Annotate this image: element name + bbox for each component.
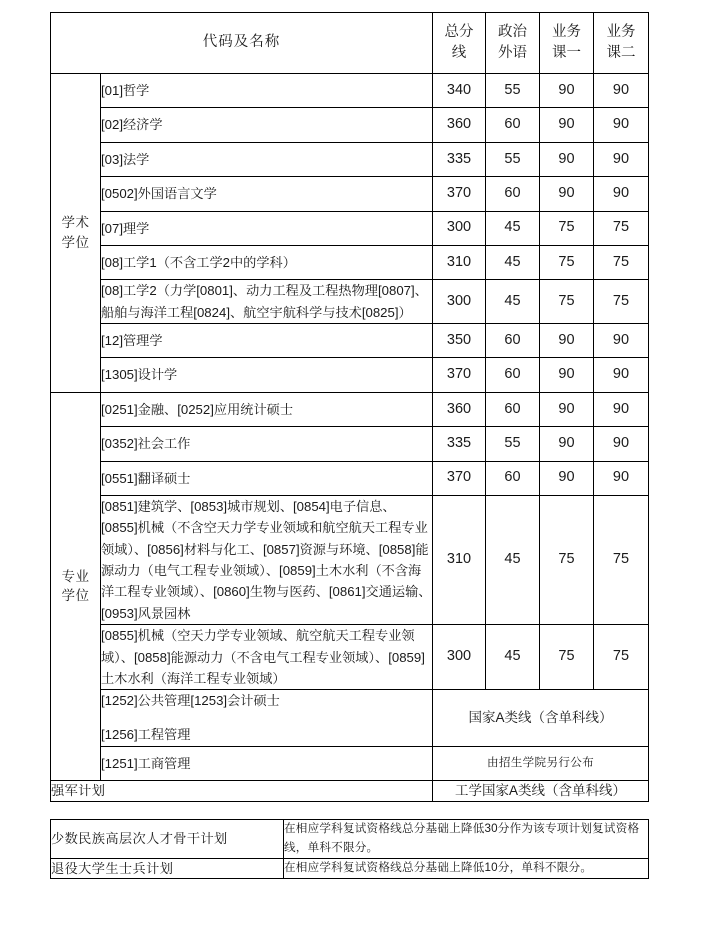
table-row: [51, 746, 649, 780]
discipline-name: [0352]社会工作: [101, 427, 433, 461]
table-row: [51, 280, 649, 324]
course-one-score: 75: [540, 495, 594, 624]
total-score: 335: [433, 142, 486, 176]
table-row: [51, 245, 649, 279]
discipline-name: [12]管理学: [101, 324, 433, 358]
politics-score: 60: [486, 392, 540, 426]
course-one-score: 90: [540, 461, 594, 495]
total-score: 370: [433, 358, 486, 392]
course-two-score: 75: [594, 245, 649, 279]
discipline-name-group: [101, 690, 433, 746]
politics-score: 45: [486, 625, 540, 690]
table-row: [51, 358, 649, 392]
politics-score: 45: [486, 280, 540, 324]
group-label-academic-degree: [51, 74, 101, 393]
politics-score: 55: [486, 427, 540, 461]
header-politics-foreign-language: [486, 13, 540, 74]
course-two-score: 90: [594, 177, 649, 211]
total-score: 300: [433, 280, 486, 324]
group-label-line-1: 学术: [61, 215, 90, 231]
special-plan-note: 工学国家A类线（含单科线）: [433, 780, 649, 801]
special-plan-label: 强军计划: [51, 780, 433, 801]
table-row: [51, 211, 649, 245]
total-score: 370: [433, 177, 486, 211]
course-two-score: 90: [594, 142, 649, 176]
discipline-name: [1256]工程管理: [101, 727, 191, 743]
discipline-name: [0855]机械（空天力学专业领域、航空航天工程专业领域）、[0858]能源动力（不含电气工程专业领域）、[0859]土木水利（海洋工程专业领域）: [101, 625, 433, 690]
total-score: 360: [433, 108, 486, 142]
course-two-score: 75: [594, 280, 649, 324]
table-row: [51, 495, 649, 624]
politics-score: 60: [486, 461, 540, 495]
table-row: [51, 625, 649, 690]
total-score: 360: [433, 392, 486, 426]
politics-score: 45: [486, 495, 540, 624]
course-one-score: 75: [540, 280, 594, 324]
discipline-name: [0851]建筑学、[0853]城市规划、[0854]电子信息、[0855]机械（不含空天力学专业领域和航空航天工程专业领域）、[0856]材料与化工、[0857]资源与环境、[0858]能源动力（电气工程专业领域）、[0859]土木水利（不含海洋工程专业领域）、[0860]生物与医药、[0861]交通运输、[0953]风景园林: [101, 495, 433, 624]
total-score: 340: [433, 74, 486, 108]
discipline-name: [02]经济学: [101, 108, 433, 142]
table-row: [51, 780, 649, 801]
header-course2-line-2: 课二: [606, 45, 636, 61]
table-header: [51, 13, 649, 74]
politics-score: 55: [486, 142, 540, 176]
header-professional-course-one: [540, 13, 594, 74]
special-plan-description: 在相应学科复试资格线总分基础上降低30分作为该专项计划复试资格线，单科不限分。: [284, 820, 649, 859]
table-row: [51, 142, 649, 176]
politics-score: 55: [486, 74, 540, 108]
total-score: 370: [433, 461, 486, 495]
table-row: [51, 74, 649, 108]
table-row: [51, 461, 649, 495]
header-row: [51, 13, 649, 74]
discipline-name: [07]理学: [101, 211, 433, 245]
course-one-score: 90: [540, 427, 594, 461]
discipline-name: [08]工学2（力学[0801]、动力工程及工程热物理[0807]、船舶与海洋工程[0824]、航空宇航科学与技术[0825]）: [101, 280, 433, 324]
course-one-score: 90: [540, 74, 594, 108]
politics-score: 60: [486, 324, 540, 358]
politics-score: 45: [486, 245, 540, 279]
group-label-line-2: 学位: [61, 588, 90, 604]
score-line-note: 由招生学院另行公布: [433, 746, 649, 780]
course-two-score: 75: [594, 625, 649, 690]
admission-score-table: [50, 12, 649, 802]
course-one-score: 75: [540, 245, 594, 279]
header-course2-line-1: 业务: [606, 23, 636, 40]
course-one-score: 90: [540, 392, 594, 426]
politics-score: 45: [486, 211, 540, 245]
special-plans-body: [51, 820, 649, 879]
course-two-score: 90: [594, 358, 649, 392]
discipline-name: [0551]翻译硕士: [101, 461, 433, 495]
table-row: [51, 820, 649, 859]
total-score: 350: [433, 324, 486, 358]
header-total-score-line: [433, 13, 486, 74]
course-two-score: 90: [594, 427, 649, 461]
total-score: 310: [433, 245, 486, 279]
table-row: [51, 108, 649, 142]
course-one-score: 90: [540, 142, 594, 176]
header-course1-line-1: 业务: [552, 23, 581, 40]
header-politics-line-2: 外语: [498, 45, 527, 61]
special-plan-label: 少数民族高层次人才骨干计划: [51, 820, 284, 859]
discipline-name: [03]法学: [101, 142, 433, 176]
table-body: [51, 74, 649, 802]
course-two-score: 90: [594, 324, 649, 358]
discipline-name: [1305]设计学: [101, 358, 433, 392]
total-score: 335: [433, 427, 486, 461]
table-row: [51, 427, 649, 461]
course-two-score: 75: [594, 495, 649, 624]
header-professional-course-two: [594, 13, 649, 74]
total-score: 300: [433, 211, 486, 245]
table-row: [51, 392, 649, 426]
course-one-score: 75: [540, 625, 594, 690]
header-course1-line-2: 课一: [552, 45, 581, 61]
course-two-score: 90: [594, 392, 649, 426]
special-plans-table: [50, 819, 649, 879]
header-politics-line-1: 政治: [498, 23, 527, 40]
group-label-professional-degree: [51, 392, 101, 780]
discipline-name: [0251]金融、[0252]应用统计硕士: [101, 392, 433, 426]
total-score: 300: [433, 625, 486, 690]
course-two-score: 75: [594, 211, 649, 245]
group-label-line-1: 专业: [61, 568, 90, 584]
discipline-name: [1251]工商管理: [101, 746, 433, 780]
total-score: 310: [433, 495, 486, 624]
course-two-score: 90: [594, 461, 649, 495]
politics-score: 60: [486, 177, 540, 211]
header-total-line-1: 总分: [444, 23, 474, 40]
course-two-score: 90: [594, 108, 649, 142]
special-plan-label: 退役大学生士兵计划: [51, 858, 284, 879]
discipline-name: [0502]外国语言文学: [101, 177, 433, 211]
table-row: [51, 690, 649, 746]
header-code-and-name: 代码及名称: [51, 13, 433, 74]
course-two-score: 90: [594, 74, 649, 108]
course-one-score: 90: [540, 358, 594, 392]
discipline-name: [08]工学1（不含工学2中的学科）: [101, 245, 433, 279]
special-plan-description: 在相应学科复试资格线总分基础上降低10分，单科不限分。: [284, 858, 649, 879]
table-row: [51, 177, 649, 211]
group-label-line-2: 学位: [61, 234, 90, 250]
politics-score: 60: [486, 358, 540, 392]
course-one-score: 90: [540, 177, 594, 211]
course-one-score: 90: [540, 108, 594, 142]
discipline-name: [1252]公共管理[1253]会计硕士: [101, 693, 280, 709]
politics-score: 60: [486, 108, 540, 142]
table-row: [51, 858, 649, 879]
course-one-score: 75: [540, 211, 594, 245]
header-total-line-2: 线: [451, 45, 467, 61]
course-one-score: 90: [540, 324, 594, 358]
score-line-note: 国家A类线（含单科线）: [433, 690, 649, 746]
table-row: [51, 324, 649, 358]
discipline-name: [01]哲学: [101, 74, 433, 108]
